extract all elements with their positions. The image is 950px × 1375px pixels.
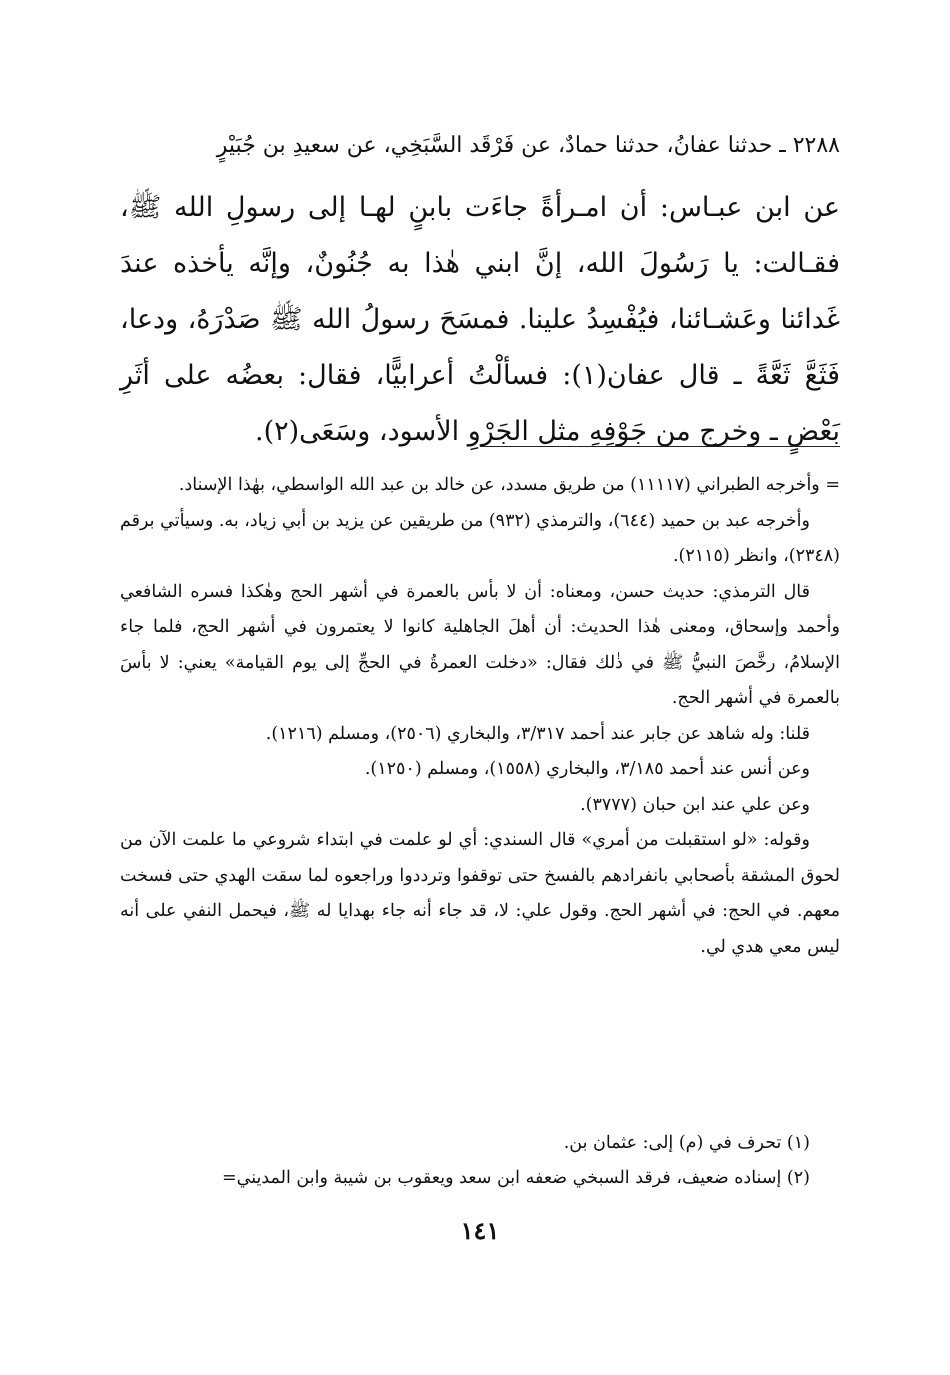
note-paragraph: = وأخرجه الطبراني (١١١١٧) من طريق مسدد، عن خالد بن عبد الله الواسطي، بهٰذا الإسناد.: [178, 475, 840, 495]
note-paragraph: وقوله: «لو استقبلت من أمري» قال السندي: أي لو علمت في ابتداء شروعي ما علمت الآن من لحوق المشقة بأصحابي بانفرادهم بالفسخ حتى توقفوا وترددوا وراجعوه لما سقت الهدي حتى فسخت معهم. في الحج: في أشهر الحج. وقول علي: لا، قد جاء أنه جاء بهدايا له ﷺ، فيحمل النفي على أنه ليس معي هدي لي.: [120, 830, 840, 957]
book-page: [120, 0, 840, 1375]
note-paragraph: قلنا: وله شاهد عن جابر عند أحمد ٣/٣١٧، والبخاري (٢٥٠٦)، ومسلم (١٢١٦).: [265, 723, 810, 744]
page-number: ١٤١: [460, 1216, 500, 1245]
hadith-heading: ٢٢٨٨ ـ حدثنا عفانُ، حدثنا حمادٌ، عن فَرْقَد السَّبَخِي، عن سعيدِ بن جُبَيْرٍ: [216, 133, 840, 158]
note-paragraph: وأخرجه عبد بن حميد (٦٤٤)، والترمذي (٩٣٢) من طريقين عن يزيد بن أبي زياد، به. وسيأتي برقم (٢٣٤٨)، وانظر (٢١١٥).: [120, 510, 840, 566]
footnote-2: (٢) إسناده ضعيف، فرقد السبخي ضعفه ابن سعد ويعقوب بن شيبة وابن المديني=: [221, 1168, 810, 1188]
note-paragraph: قال الترمذي: حديث حسن، ومعناه: أن لا بأس بالعمرة في أشهر الحج وهٰكذا فسره الشافعي وأحمد وإسحاق، ومعنى هٰذا الحديث: أن أهلَ الجاهلية كانوا لا يعتمرون في أشهر الحج، فلما جاء الإسلامُ، رخَّصَ النبيُّ ﷺ في ذٰلك فقال: «دخلت العمرةُ في الحجِّ إلى يوم القيامة» يعني: لا بأسَ بالعمرة في أشهر الحج.: [120, 581, 840, 708]
note-paragraph: وعن أنس عند أحمد ٣/١٨٥، والبخاري (١٥٥٨)، ومسلم (١٢٥٠).: [364, 759, 810, 779]
main-text-separator: [480, 446, 840, 447]
footnote-1: (١) تحرف في (م) إلى: عثمان بن.: [563, 1133, 810, 1153]
commentary-notes: [120, 468, 840, 965]
footnotes: [120, 1126, 840, 1196]
hadith-body: عن ابن عبـاس: أن امـرأةً جاءَت بابنٍ لهـا إلى رسولِ الله ﷺ، فقـالت: يا رَسُولَ الله، إنَّ ابني هٰذا به جُنُونٌ، وإنَّه يأخذه عندَ غَدائنا وعَشـائنا، فيُفْسِدُ علينا. فمسَحَ رسولُ الله ﷺ صَدْرَهُ، ودعا، فَثَعَّ ثَعَّةً ـ قال عفان(١): فسألْتُ أعرابيًّا، فقال: بعضُه على أثَرِ بَعْضٍ ـ وخرج من جَوْفِهِ مثل الجَرْوِ الأسود، وسَعَى(٢).: [120, 192, 840, 447]
note-paragraph: وعن علي عند ابن حبان (٣٧٧٧).: [580, 794, 810, 815]
